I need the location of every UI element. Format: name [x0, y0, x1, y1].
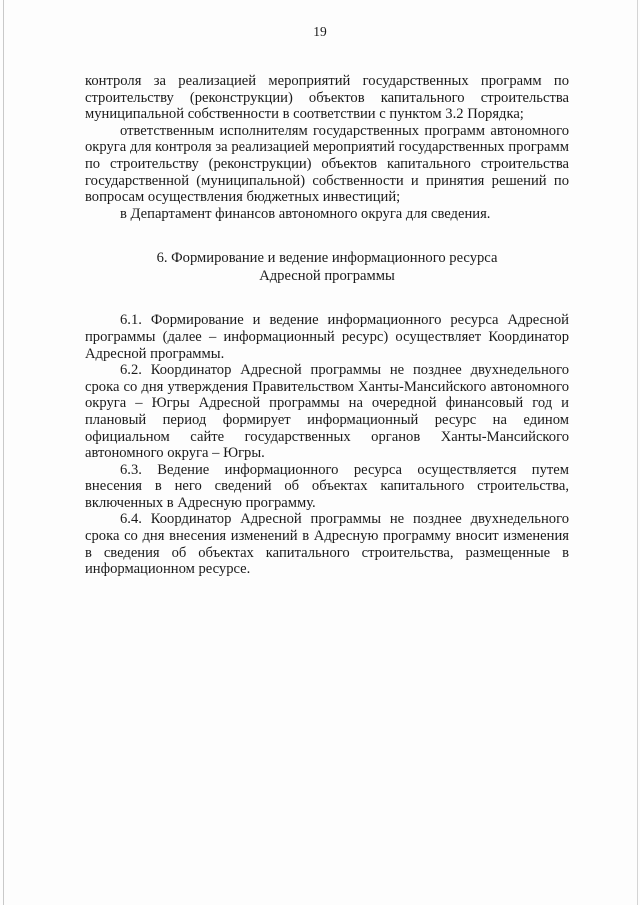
document-body [85, 73, 569, 578]
page-number: 19 [313, 24, 327, 39]
paragraph-intro-2: ответственным исполнителям государственных программ автономного округа для контроля за реализацией мероприятий государственных программ по строительству (реконструкции) объектов капитального строительства государственной (муниципальной) собственности и принятия решений по вопросам осуществления бюджетных инвестиций; [85, 122, 569, 206]
paragraph-intro-1: контроля за реализацией мероприятий государственных программ по строительству (реконструкции) объектов капитального строительства муниципальной собственности в соответствии с пунктом 3.2 Порядка; [85, 73, 569, 123]
paragraph-intro-3: в Департамент финансов автономного округа для сведения. [120, 205, 491, 222]
paragraph-6-1: 6.1. Формирование и ведение информационного ресурса Адресной программы (далее – информационный ресурс) осуществляет Координатор Адресной программы. [85, 312, 569, 362]
scan-edge-left [3, 0, 4, 905]
paragraph-6-2: 6.2. Координатор Адресной программы не позднее двухнедельного срока со дня утверждения Правительством Ханты-Мансийского автономного округа – Югры Адресной программы на очередной финансовый год и плановый период формирует информационный ресурс на едином официальном сайте государственных органов Ханты-Мансийского автономного округа – Югры. [85, 362, 569, 462]
paragraph-6-3: 6.3. Ведение информационного ресурса осуществляется путем внесения в него сведений об объектах капитального строительства, включенных в Адресную программу. [85, 461, 569, 511]
section-heading-line-2: Адресной программы [259, 268, 395, 285]
section-heading [85, 249, 569, 285]
paragraph-6-4: 6.4. Координатор Адресной программы не позднее двухнедельного срока со дня внесения изменений в Адресную программу вносит изменения в сведения об объектах капитального строительства, размещенные в информационном ресурсе. [85, 511, 569, 578]
section-heading-line-1: 6. Формирование и ведение информационного ресурса [156, 250, 498, 267]
scan-edge-right [637, 0, 638, 905]
